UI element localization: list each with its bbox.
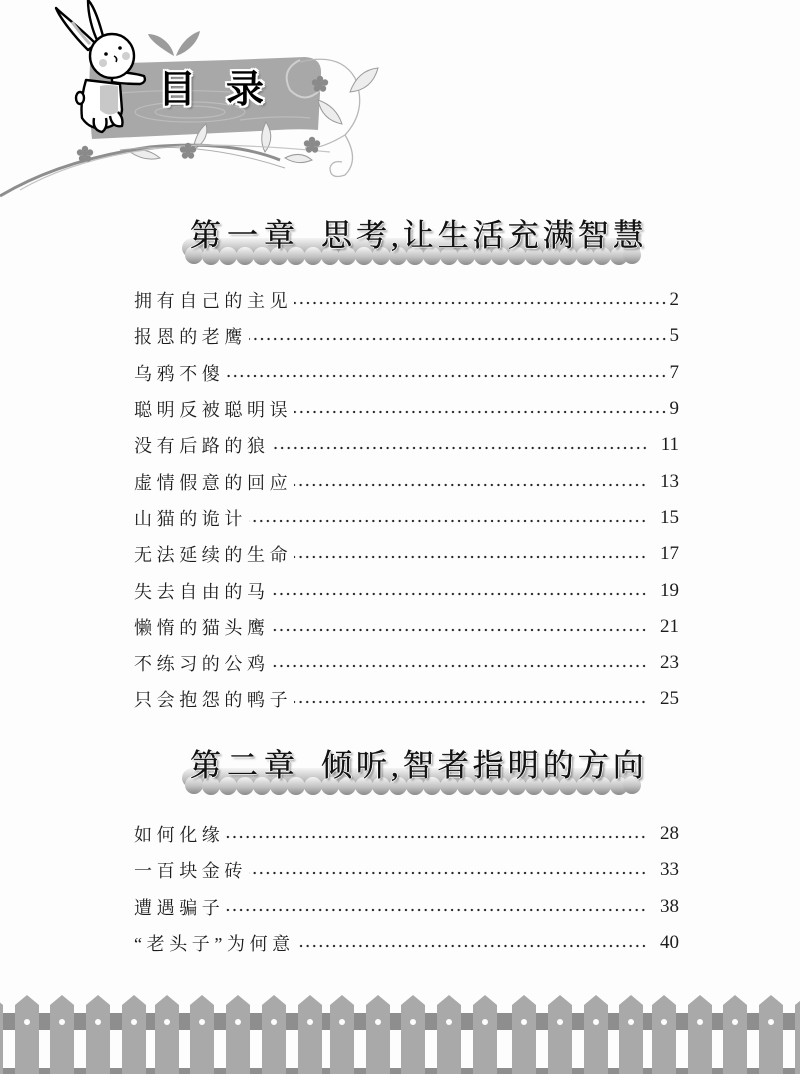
dot-leader [249,337,668,341]
page-number: 23 [660,652,679,674]
chapter-label: 第二章 [190,748,301,783]
dot-leader [294,555,647,559]
page-number: 13 [660,470,679,492]
entry-title: 山猫的诡计 [134,508,247,529]
toc-entry [134,536,679,572]
page-number: 17 [660,543,679,565]
page-number: 25 [660,688,679,710]
chapter-name: 思考,让生活充满智慧 [321,218,648,253]
page-number: 7 [669,361,679,383]
chapter-2-toc-list [134,816,679,961]
entry-title: 没有后路的狼 [134,436,270,457]
dot-leader [294,410,667,414]
dot-leader [272,592,647,596]
page-number: 40 [660,932,679,954]
toc-entry [134,609,679,645]
dot-leader [226,374,667,378]
dot-leader [294,301,667,305]
toc-entry [134,572,679,608]
entry-title: 如何化缘 [134,825,225,846]
page-number: 19 [660,579,679,601]
toc-entry [134,355,679,391]
toc-heading: 目录 [158,67,295,111]
toc-entry [134,645,679,681]
sprout-leaves-icon [148,31,200,56]
page-number: 33 [660,859,679,881]
chapter-1-banner [180,214,648,268]
dot-leader [297,944,647,948]
dot-leader [272,664,647,668]
entry-title: 只会抱怨的鸭子 [134,690,293,711]
chapter-2-title [190,744,648,788]
fence-top-rail [0,1013,800,1030]
dot-leader [226,908,647,912]
toc-entry [134,816,679,852]
entry-title: 报恩的老鹰 [134,327,247,348]
entry-title: “老头子”为何意 [134,934,295,955]
toc-entry [134,681,679,717]
page-number: 11 [660,434,679,456]
dot-leader [226,835,647,839]
dot-leader [272,446,648,450]
fence-pickets [0,995,800,1074]
toc-entry [134,463,679,499]
chapter-2-banner [180,744,648,798]
toc-entry [134,889,679,925]
page-number: 38 [660,895,679,917]
entry-title: 失去自由的马 [134,581,270,602]
page-number: 21 [660,615,679,637]
fence-bottom-rail [0,1068,800,1074]
page-number: 2 [669,289,679,311]
vine [0,145,330,196]
toc-entry [134,925,679,961]
dot-leader [272,628,647,632]
toc-entry [134,391,679,427]
page-number: 15 [660,506,679,528]
entry-title: 虚情假意的回应 [134,472,293,493]
dot-leader [249,519,647,523]
page-number: 9 [669,398,679,420]
chapter-1-title [190,214,648,258]
entry-title: 聪明反被聪明误 [134,400,293,421]
entry-title: 拥有自己的主见 [134,291,293,312]
dot-leader [249,871,647,875]
entry-title: 遭遇骗子 [134,897,225,918]
chapter-1-toc-list [134,282,679,718]
toc-entry [134,500,679,536]
dot-leader [294,700,647,704]
toc-entry [134,282,679,318]
toc-entry [134,318,679,354]
entry-title: 不练习的公鸡 [134,654,270,675]
entry-title: 乌鸦不傻 [134,363,225,384]
toc-entry [134,852,679,888]
toc-entry [134,427,679,463]
entry-title: 无法延续的生命 [134,545,293,566]
page-number: 5 [669,325,679,347]
chapter-label: 第一章 [190,218,301,253]
dot-leader [294,483,647,487]
entry-title: 懒惰的猫头鹰 [134,617,270,638]
entry-title: 一百块金砖 [134,861,247,882]
page-number: 28 [660,823,679,845]
chapter-name: 倾听,智者指明的方向 [321,748,648,783]
picket-fence-decoration [0,980,800,1074]
